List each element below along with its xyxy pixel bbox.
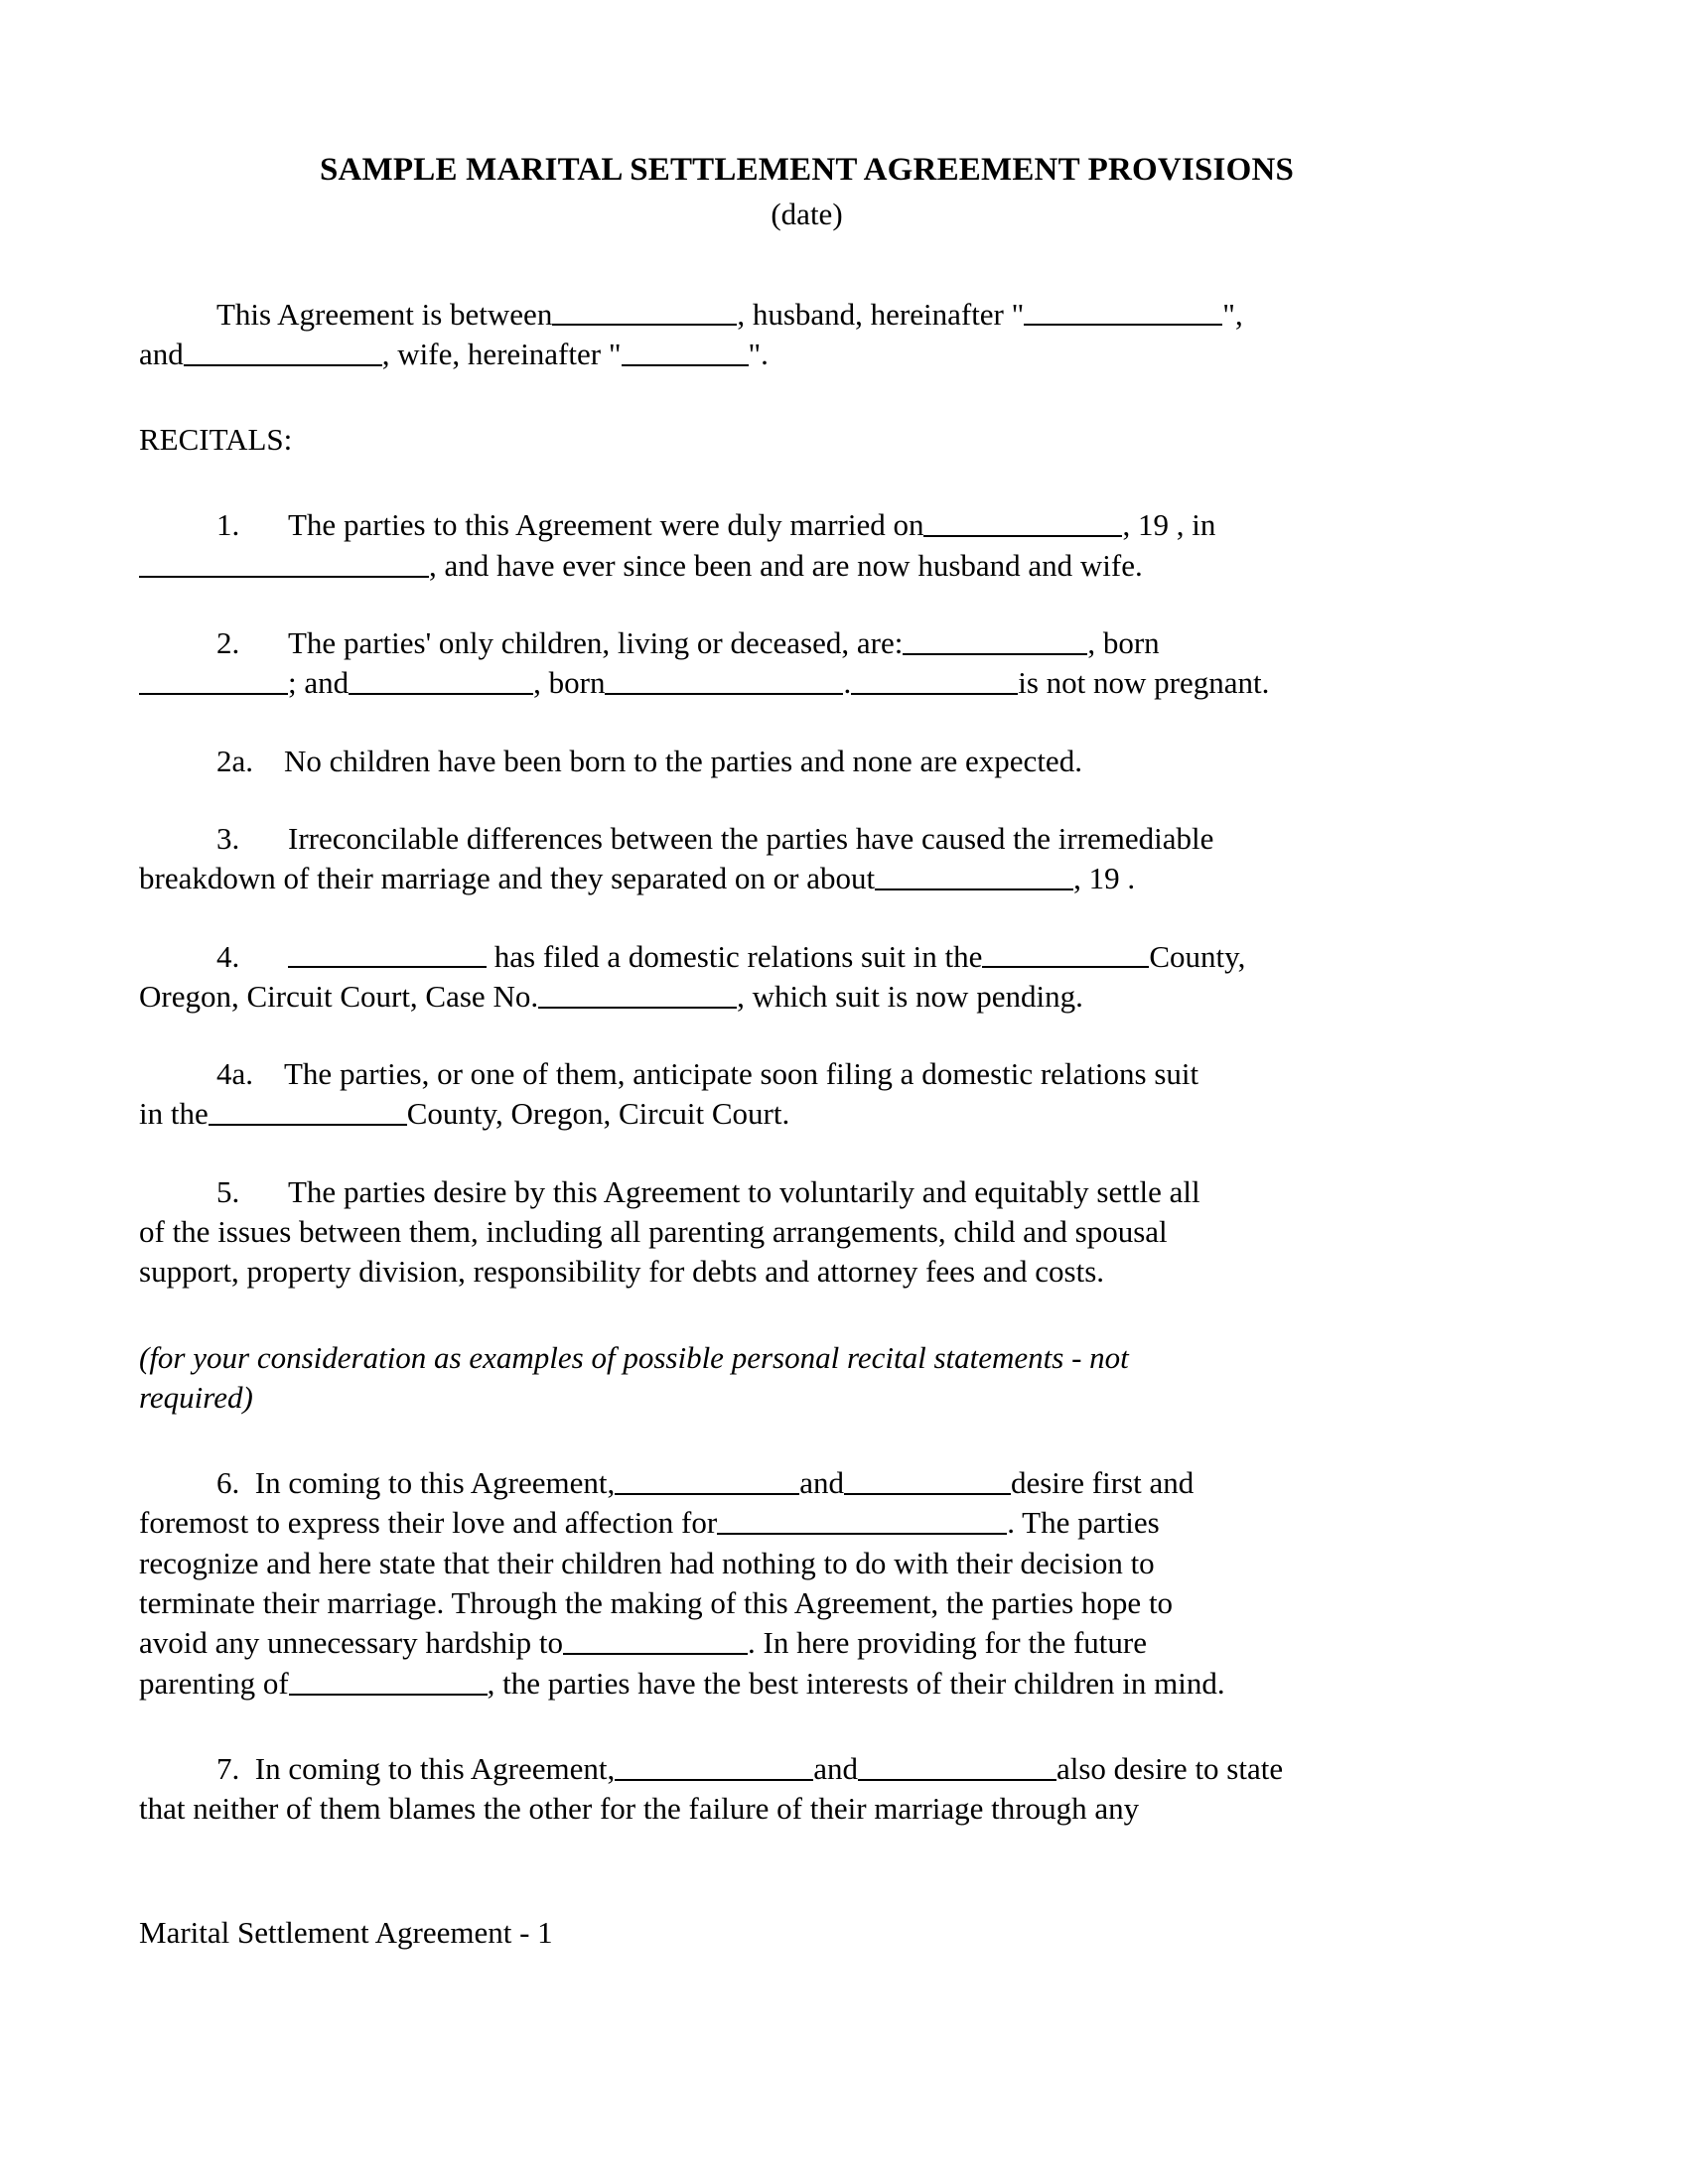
paragraph-7-text-2: and: [813, 1750, 858, 1786]
intro-text-2: , husband, hereinafter ": [737, 296, 1025, 332]
paragraph-4a-text-2: in the: [139, 1096, 209, 1132]
paragraph-3: [139, 819, 1475, 899]
party-2-name-blank-p7[interactable]: [858, 1750, 1056, 1781]
spacer: [139, 1293, 1475, 1338]
paragraph-3-text-3: , 19 .: [1073, 861, 1136, 896]
marriage-place-blank[interactable]: [139, 547, 429, 578]
paragraph-4a: [139, 1054, 1475, 1135]
italic-note: [139, 1338, 1475, 1419]
paragraph-6-text-8: avoid any unnecessary hardship to: [139, 1625, 563, 1661]
paragraph-2-text-1: The parties' only children, living or deceased, are:: [288, 625, 904, 661]
paragraph-1-text-3: , and have ever since been and are now husband and wife.: [429, 547, 1143, 583]
marriage-date-blank[interactable]: [923, 507, 1122, 538]
paragraph-3-number: 3.: [216, 820, 240, 856]
paragraph-5: [139, 1172, 1475, 1293]
paragraph-6-text-1: In coming to this Agreement,: [254, 1465, 616, 1501]
paragraph-4-text-1: has filed a domestic relations suit in the: [493, 938, 983, 974]
paragraph-2-text-5: .: [843, 665, 852, 701]
paragraph-2-number: 2.: [216, 625, 240, 661]
paragraph-1-number: 1.: [216, 507, 240, 543]
paragraph-6-number: 6.: [216, 1465, 240, 1501]
anticipated-county-blank[interactable]: [209, 1096, 407, 1127]
paragraph-2a-number: 2a.: [216, 743, 254, 778]
paragraph-2-text-3: ; and: [288, 665, 350, 701]
wife-alias-blank[interactable]: [622, 336, 749, 366]
paragraph-2a-text-1: No children have been born to the parties and none are expected.: [284, 743, 1082, 778]
spacer: [139, 899, 1475, 937]
intro-text-4: and: [139, 336, 184, 371]
paragraph-6-text-3: desire first and: [1010, 1465, 1195, 1501]
paragraph-4-text-2: County,: [1149, 938, 1246, 974]
italic-note-line-2: required): [139, 1379, 253, 1415]
spacer: [139, 235, 1475, 295]
spacer: [139, 1830, 1475, 1913]
pregnancy-name-blank[interactable]: [851, 665, 1018, 696]
wife-name-blank[interactable]: [184, 336, 382, 366]
spacer: [139, 1418, 1475, 1463]
child-2-name-blank[interactable]: [349, 665, 533, 696]
paragraph-2-text-6: is not now pregnant.: [1018, 665, 1270, 701]
paragraph-4a-number: 4a.: [216, 1056, 254, 1092]
parenting-of-blank[interactable]: [289, 1665, 488, 1696]
paragraph-7-text-1: In coming to this Agreement,: [254, 1750, 616, 1786]
paragraph-6-text-5: . The parties: [1007, 1505, 1160, 1541]
husband-name-blank[interactable]: [552, 296, 737, 327]
paragraph-6-text-2: and: [799, 1465, 844, 1501]
paragraph-1-text-2: , 19 , in: [1122, 507, 1216, 543]
child-2-birthdate-blank[interactable]: [605, 665, 843, 696]
intro-text-6: ".: [748, 336, 769, 371]
spacer: [139, 374, 1475, 420]
paragraph-4-text-3: Oregon, Circuit Court, Case No.: [139, 978, 539, 1014]
spacer: [139, 586, 1475, 623]
paragraph-1-text-1: The parties to this Agreement were duly married on: [288, 507, 924, 543]
party-1-name-blank-p7[interactable]: [615, 1750, 813, 1781]
paragraph-7-number: 7.: [216, 1750, 240, 1786]
paragraph-4-text-4: , which suit is now pending.: [737, 978, 1083, 1014]
paragraph-6: [139, 1463, 1475, 1704]
page-footer: Marital Settlement Agreement - 1: [139, 1914, 553, 1950]
italic-note-line-1: (for your consideration as examples of possible personal recital statements - not: [139, 1339, 1129, 1375]
paragraph-2-text-2: , born: [1087, 625, 1160, 661]
section-heading-recitals: RECITALS:: [139, 422, 293, 458]
paragraph-4a-text-3: County, Oregon, Circuit Court.: [406, 1096, 790, 1132]
paragraph-6-text-4: foremost to express their love and affection for: [139, 1505, 718, 1541]
paragraph-1: [139, 505, 1475, 586]
paragraph-5-text-3: support, property division, responsibility for debts and attorney fees and costs.: [139, 1254, 1105, 1290]
paragraph-7-text-4: that neither of them blames the other for the failure of their marriage through any: [139, 1791, 1140, 1827]
paragraph-7-text-3: also desire to state: [1055, 1750, 1284, 1786]
spacer: [139, 1017, 1475, 1054]
paragraph-2: [139, 623, 1475, 704]
paragraph-6-text-7: terminate their marriage. Through the making of this Agreement, the parties hope to: [139, 1585, 1174, 1621]
paragraph-6-text-10: parenting of: [139, 1665, 289, 1701]
date-subtitle: (date): [771, 197, 843, 232]
paragraph-3-text-1: Irreconcilable differences between the parties have caused the irremediable: [288, 820, 1214, 856]
party-2-name-blank-p6[interactable]: [844, 1465, 1011, 1496]
paragraph-2a: [139, 742, 1475, 781]
paragraph-4: [139, 937, 1475, 1018]
paragraph-5-number: 5.: [216, 1173, 240, 1209]
document-body: [139, 149, 1475, 1953]
child-1-name-blank[interactable]: [903, 624, 1087, 655]
separation-date-blank[interactable]: [875, 861, 1073, 891]
spacer: [139, 460, 1475, 505]
intro-text-3: ",: [1222, 296, 1243, 332]
affection-for-blank[interactable]: [717, 1505, 1007, 1536]
intro-text-5: , wife, hereinafter ": [381, 336, 622, 371]
paragraph-5-text-1: The parties desire by this Agreement to voluntarily and equitably settle all: [288, 1173, 1200, 1209]
paragraph-4-number: 4.: [216, 938, 240, 974]
hardship-to-blank[interactable]: [563, 1625, 748, 1656]
spacer: [139, 1704, 1475, 1749]
paragraph-6-text-9: . In here providing for the future: [748, 1625, 1148, 1661]
paragraph-3-text-2: breakdown of their marriage and they separated on or about: [139, 861, 876, 896]
page-title: SAMPLE MARITAL SETTLEMENT AGREEMENT PROVISIONS: [319, 152, 1295, 188]
intro-text-1: This Agreement is between: [216, 296, 553, 332]
county-blank[interactable]: [982, 938, 1149, 969]
paragraph-5-text-2: of the issues between them, including all parenting arrangements, child and spousal: [139, 1213, 1168, 1249]
husband-alias-blank[interactable]: [1024, 296, 1222, 327]
filing-party-blank[interactable]: [288, 938, 487, 969]
child-1-birthdate-blank[interactable]: [139, 665, 288, 696]
paragraph-6-text-6: recognize and here state that their children had nothing to do with their decision to: [139, 1545, 1155, 1580]
case-number-blank[interactable]: [538, 978, 737, 1009]
party-1-name-blank-p6[interactable]: [615, 1465, 799, 1496]
paragraph-2-text-4: , born: [533, 665, 606, 701]
paragraph-4a-text-1: The parties, or one of them, anticipate soon filing a domestic relations suit: [284, 1056, 1199, 1092]
spacer: [139, 1135, 1475, 1172]
spacer: [139, 781, 1475, 819]
spacer: [139, 704, 1475, 742]
paragraph-6-text-11: , the parties have the best interests of their children in mind.: [487, 1665, 1225, 1701]
paragraph-7: [139, 1749, 1475, 1830]
intro-paragraph: [139, 295, 1475, 375]
